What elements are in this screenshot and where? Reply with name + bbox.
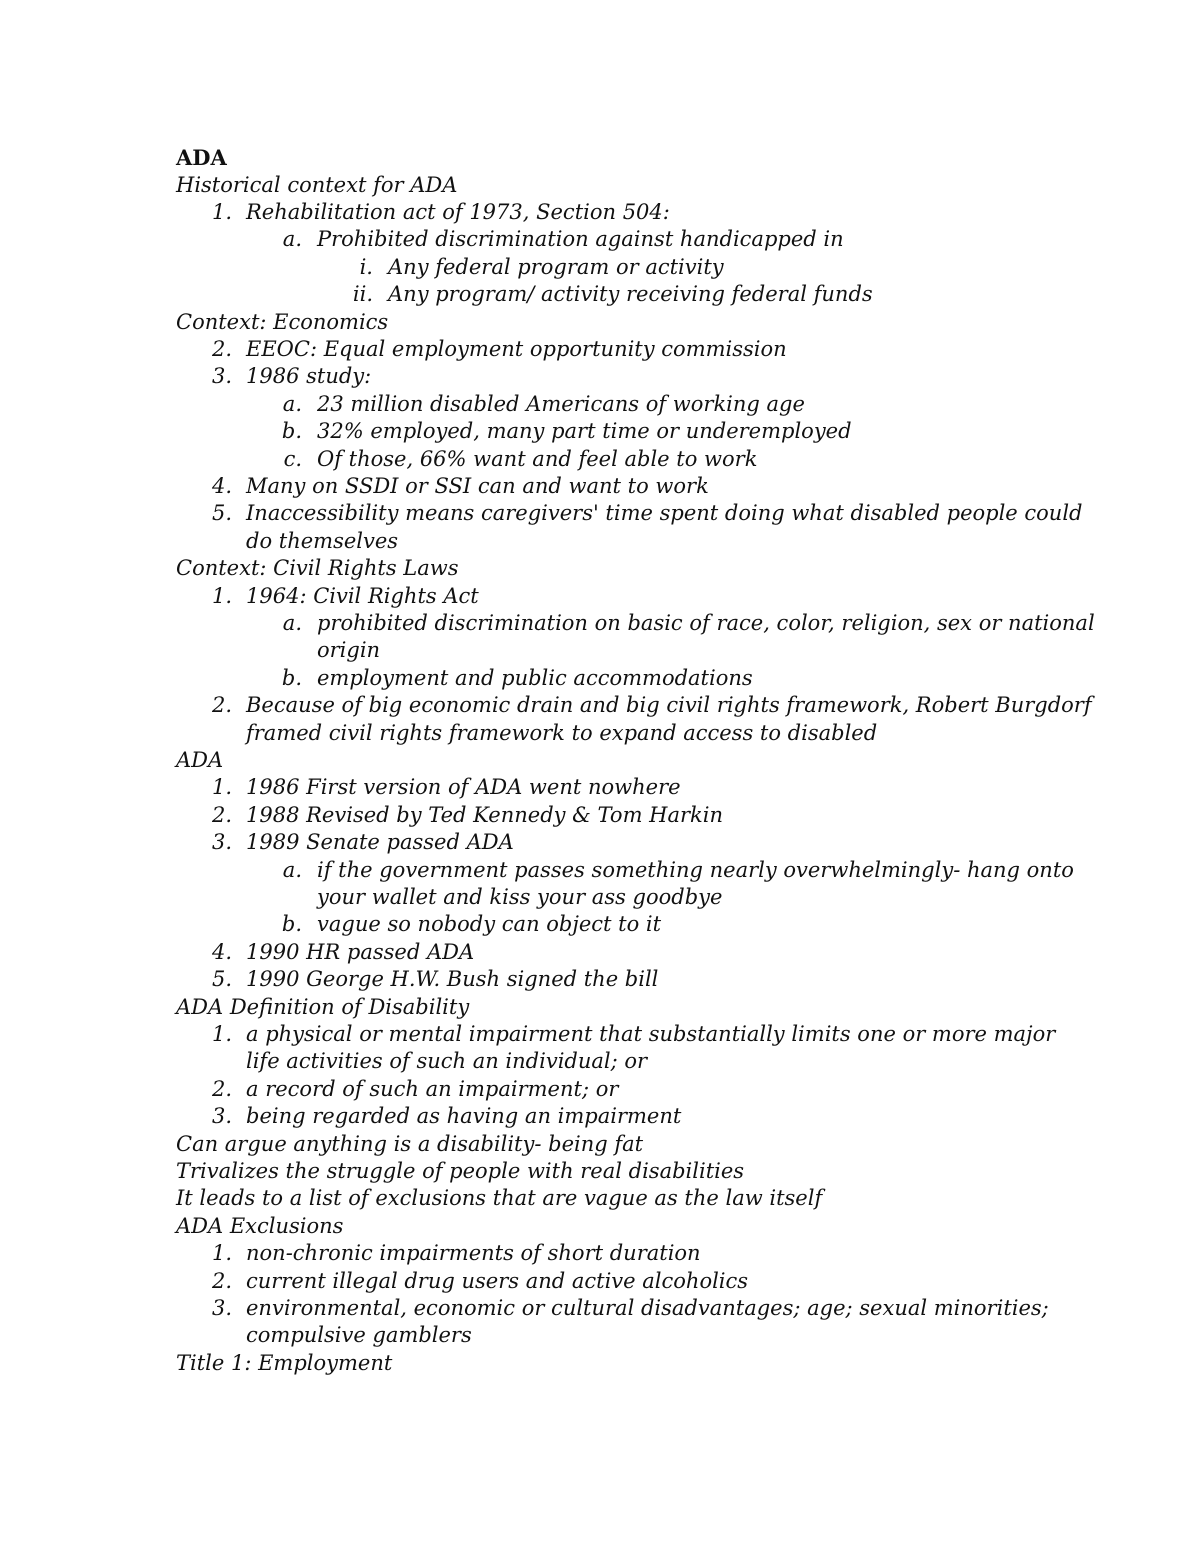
section-heading: Context: Economics — [176, 309, 389, 334]
list-item-text: current illegal drug users and active alcoholics — [246, 1268, 749, 1293]
list-item-text: being regarded as having an impairment — [246, 1104, 682, 1129]
list-item-text: life activities of such an individual; or — [246, 1049, 648, 1074]
list-item-text: Of those, 66% want and feel able to work — [317, 446, 758, 471]
list-marker: 1. — [211, 583, 232, 608]
list-marker: a. — [282, 610, 302, 635]
list-item-text: Inaccessibility means caregivers' time spent doing what disabled people could — [246, 501, 1083, 526]
list-item-text: Any federal program or activity — [388, 254, 724, 279]
list-marker: 5. — [211, 967, 232, 992]
list-item-text: framed civil rights framework to expand access to disabled — [246, 720, 878, 745]
list-marker: 1. — [211, 1021, 232, 1046]
list-marker: 3. — [211, 1295, 232, 1320]
list-item-text: Prohibited discrimination against handicapped in — [317, 227, 844, 252]
list-item-text: do themselves — [246, 528, 399, 553]
list-item-text: a physical or mental impairment that substantially limits one or more major — [246, 1021, 1056, 1046]
list-item-text: a record of such an impairment; or — [246, 1076, 619, 1101]
section-heading: It leads to a list of exclusions that are vague as the law itself — [176, 1186, 823, 1211]
section-heading: Can argue anything is a disability- being fat — [176, 1131, 644, 1156]
list-item-text: Because of big economic drain and big civil rights framework, Robert Burgdorf — [246, 693, 1092, 718]
section-heading: Historical context for ADA — [176, 172, 458, 197]
list-marker: 3. — [211, 1104, 232, 1129]
list-item-text: vague so nobody can object to it — [317, 912, 662, 937]
section-heading: Trivalizes the struggle of people with real disabilities — [176, 1158, 745, 1183]
list-marker: c. — [283, 446, 302, 471]
list-item-text: 1990 George H.W. Bush signed the bill — [246, 967, 659, 992]
list-item-text: prohibited discrimination on basic of race, color, religion, sex or national — [317, 610, 1095, 635]
list-item-text: 1986 study: — [246, 364, 372, 389]
list-marker: b. — [281, 665, 302, 690]
list-marker: 2. — [211, 1268, 232, 1293]
list-item-text: your wallet and kiss your ass goodbye — [317, 884, 723, 909]
list-marker: b. — [281, 912, 302, 937]
list-item-text: environmental, economic or cultural disadvantages; age; sexual minorities; — [246, 1295, 1049, 1320]
list-item-text: Many on SSDI or SSI can and want to work — [246, 473, 709, 498]
list-marker: b. — [281, 419, 302, 444]
section-heading: Context: Civil Rights Laws — [176, 556, 459, 581]
list-item-text: 23 million disabled Americans of working age — [317, 391, 805, 416]
list-item-text: EEOC: Equal employment opportunity commission — [246, 336, 787, 361]
list-marker: 2. — [211, 336, 232, 361]
list-marker: 1. — [211, 1241, 232, 1266]
list-item-text: employment and public accommodations — [317, 665, 753, 690]
list-item-text: if the government passes something nearly overwhelmingly- hang onto — [317, 857, 1074, 882]
section-heading: ADA — [176, 747, 224, 772]
document-title: ADA — [176, 145, 227, 170]
list-marker: ii. — [352, 282, 373, 307]
list-item-text: 1964: Civil Rights Act — [246, 583, 479, 608]
list-item-text: Rehabilitation act of 1973, Section 504: — [246, 199, 670, 224]
list-marker: a. — [282, 391, 302, 416]
list-marker: 2. — [211, 1076, 232, 1101]
list-item-text: compulsive gamblers — [246, 1323, 472, 1348]
list-marker: 1. — [211, 199, 232, 224]
list-marker: a. — [282, 227, 302, 252]
list-item-text: 32% employed, many part time or underemployed — [317, 419, 852, 444]
list-item-text: non-chronic impairments of short duration — [246, 1241, 701, 1266]
list-marker: 4. — [211, 939, 232, 964]
section-heading: ADA Definition of Disability — [176, 994, 470, 1019]
list-marker: 3. — [211, 364, 232, 389]
list-marker: a. — [282, 857, 302, 882]
list-marker: 1. — [211, 775, 232, 800]
list-item-text: 1990 HR passed ADA — [246, 939, 475, 964]
list-item-text: Any program/ activity receiving federal funds — [388, 282, 873, 307]
list-marker: 2. — [211, 802, 232, 827]
list-marker: i. — [359, 254, 373, 279]
list-item-text: 1986 First version of ADA went nowhere — [246, 775, 681, 800]
list-marker: 3. — [211, 830, 232, 855]
list-marker: 4. — [211, 473, 232, 498]
section-heading: Title 1: Employment — [176, 1350, 393, 1375]
list-marker: 2. — [211, 693, 232, 718]
list-marker: 5. — [211, 501, 232, 526]
section-heading: ADA Exclusions — [176, 1213, 344, 1238]
list-item-text: origin — [317, 638, 381, 663]
list-item-text: 1988 Revised by Ted Kennedy & Tom Harkin — [246, 802, 723, 827]
list-item-text: 1989 Senate passed ADA — [246, 830, 514, 855]
